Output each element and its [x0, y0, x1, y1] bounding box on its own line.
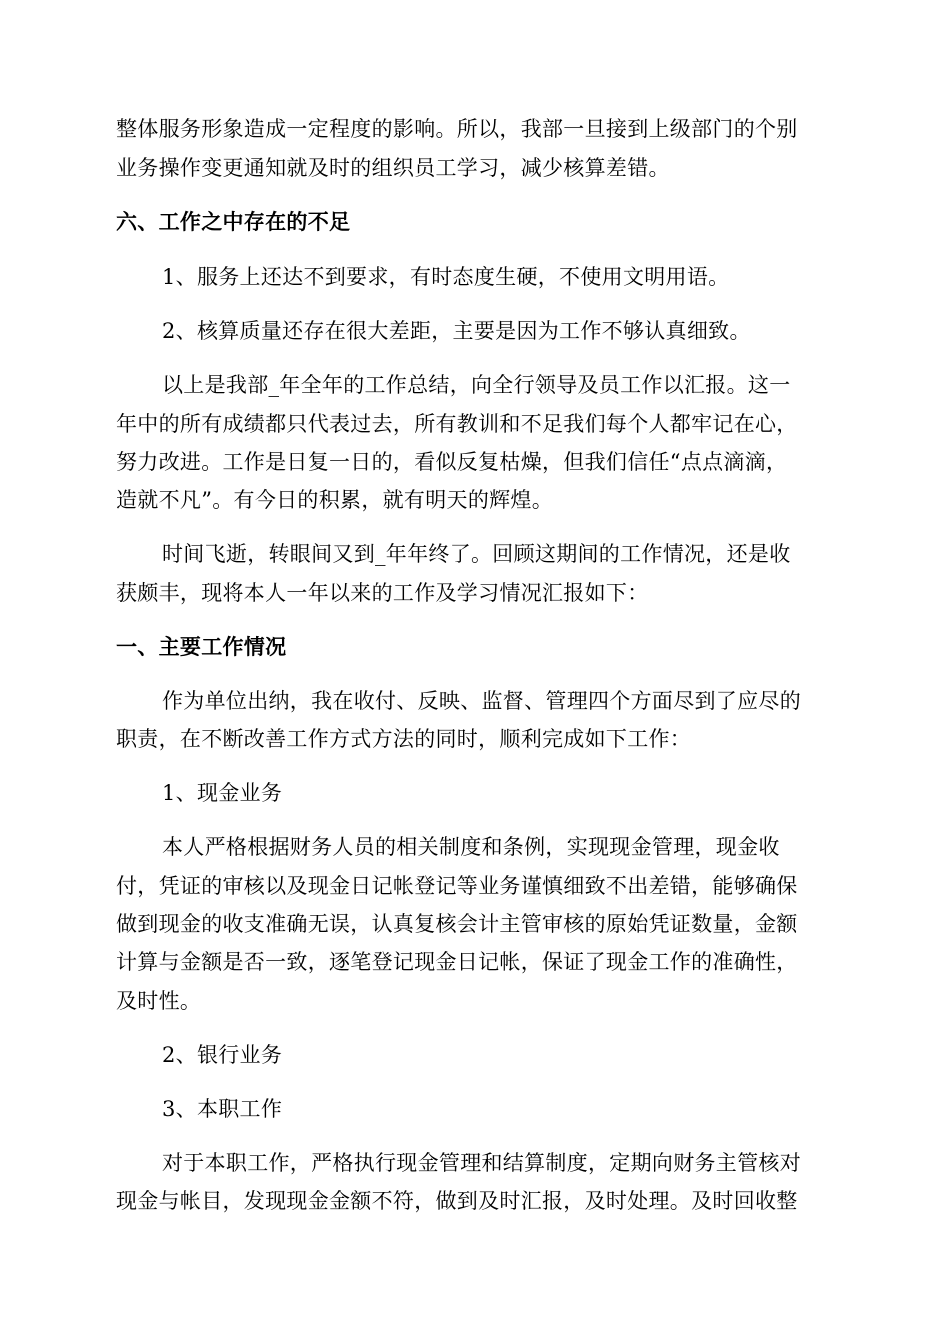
paragraph-line: 做到现金的收支准确无误，认真复核会计主管审核的原始凭证数量，金额 — [116, 912, 798, 936]
subsection-heading: 2、银行业务 — [162, 1043, 283, 1067]
paragraph-line: 本人严格根据财务人员的相关制度和条例，实现现金管理，现金收 — [162, 835, 780, 859]
paragraph-line: 年中的所有成绩都只代表过去，所有教训和不足我们每个人都牢记在心， — [116, 412, 798, 436]
paragraph-line: 付，凭证的审核以及现金日记帐登记等业务谨慎细致不出差错，能够确保 — [116, 874, 798, 898]
paragraph-line: 时间飞逝，转眼间又到_年年终了。回顾这期间的工作情况，还是收 — [162, 542, 791, 566]
paragraph-line: 及时性。 — [116, 989, 202, 1013]
paragraph-line: 获颇丰，现将本人一年以来的工作及学习情况汇报如下： — [116, 581, 649, 605]
section-heading: 六、工作之中存在的不足 — [116, 209, 351, 234]
section-heading: 一、主要工作情况 — [116, 634, 287, 659]
subsection-heading: 1、现金业务 — [162, 781, 283, 805]
paragraph-line: 业务操作变更通知就及时的组织员工学习，减少核算差错。 — [116, 156, 670, 180]
paragraph-line: 职责，在不断改善工作方式方法的同时，顺利完成如下工作： — [116, 727, 692, 751]
paragraph-line: 造就不凡”。有今日的积累，就有明天的辉煌。 — [116, 488, 554, 512]
paragraph-line: 努力改进。工作是日复一日的，看似反复枯燥，但我们信任“点点滴滴， — [116, 450, 788, 474]
list-item: 1、服务上还达不到要求，有时态度生硬，不使用文明用语。 — [162, 265, 730, 289]
paragraph-line: 整体服务形象造成一定程度的影响。所以，我部一旦接到上级部门的个别 — [116, 117, 798, 141]
paragraph-line: 现金与帐目，发现现金金额不符，做到及时汇报，及时处理。及时回收整 — [116, 1189, 798, 1213]
subsection-heading: 3、本职工作 — [162, 1097, 283, 1121]
paragraph-line: 对于本职工作，严格执行现金管理和结算制度，定期向财务主管核对 — [162, 1151, 801, 1175]
list-item: 2、核算质量还存在很大差距，主要是因为工作不够认真细致。 — [162, 319, 751, 343]
paragraph-line: 计算与金额是否一致，逐笔登记现金日记帐，保证了现金工作的准确性， — [116, 950, 798, 974]
paragraph-line: 以上是我部_年全年的工作总结，向全行领导及员工作以汇报。这一 — [162, 373, 791, 397]
paragraph-line: 作为单位出纳，我在收付、反映、监督、管理四个方面尽到了应尽的 — [162, 689, 801, 713]
